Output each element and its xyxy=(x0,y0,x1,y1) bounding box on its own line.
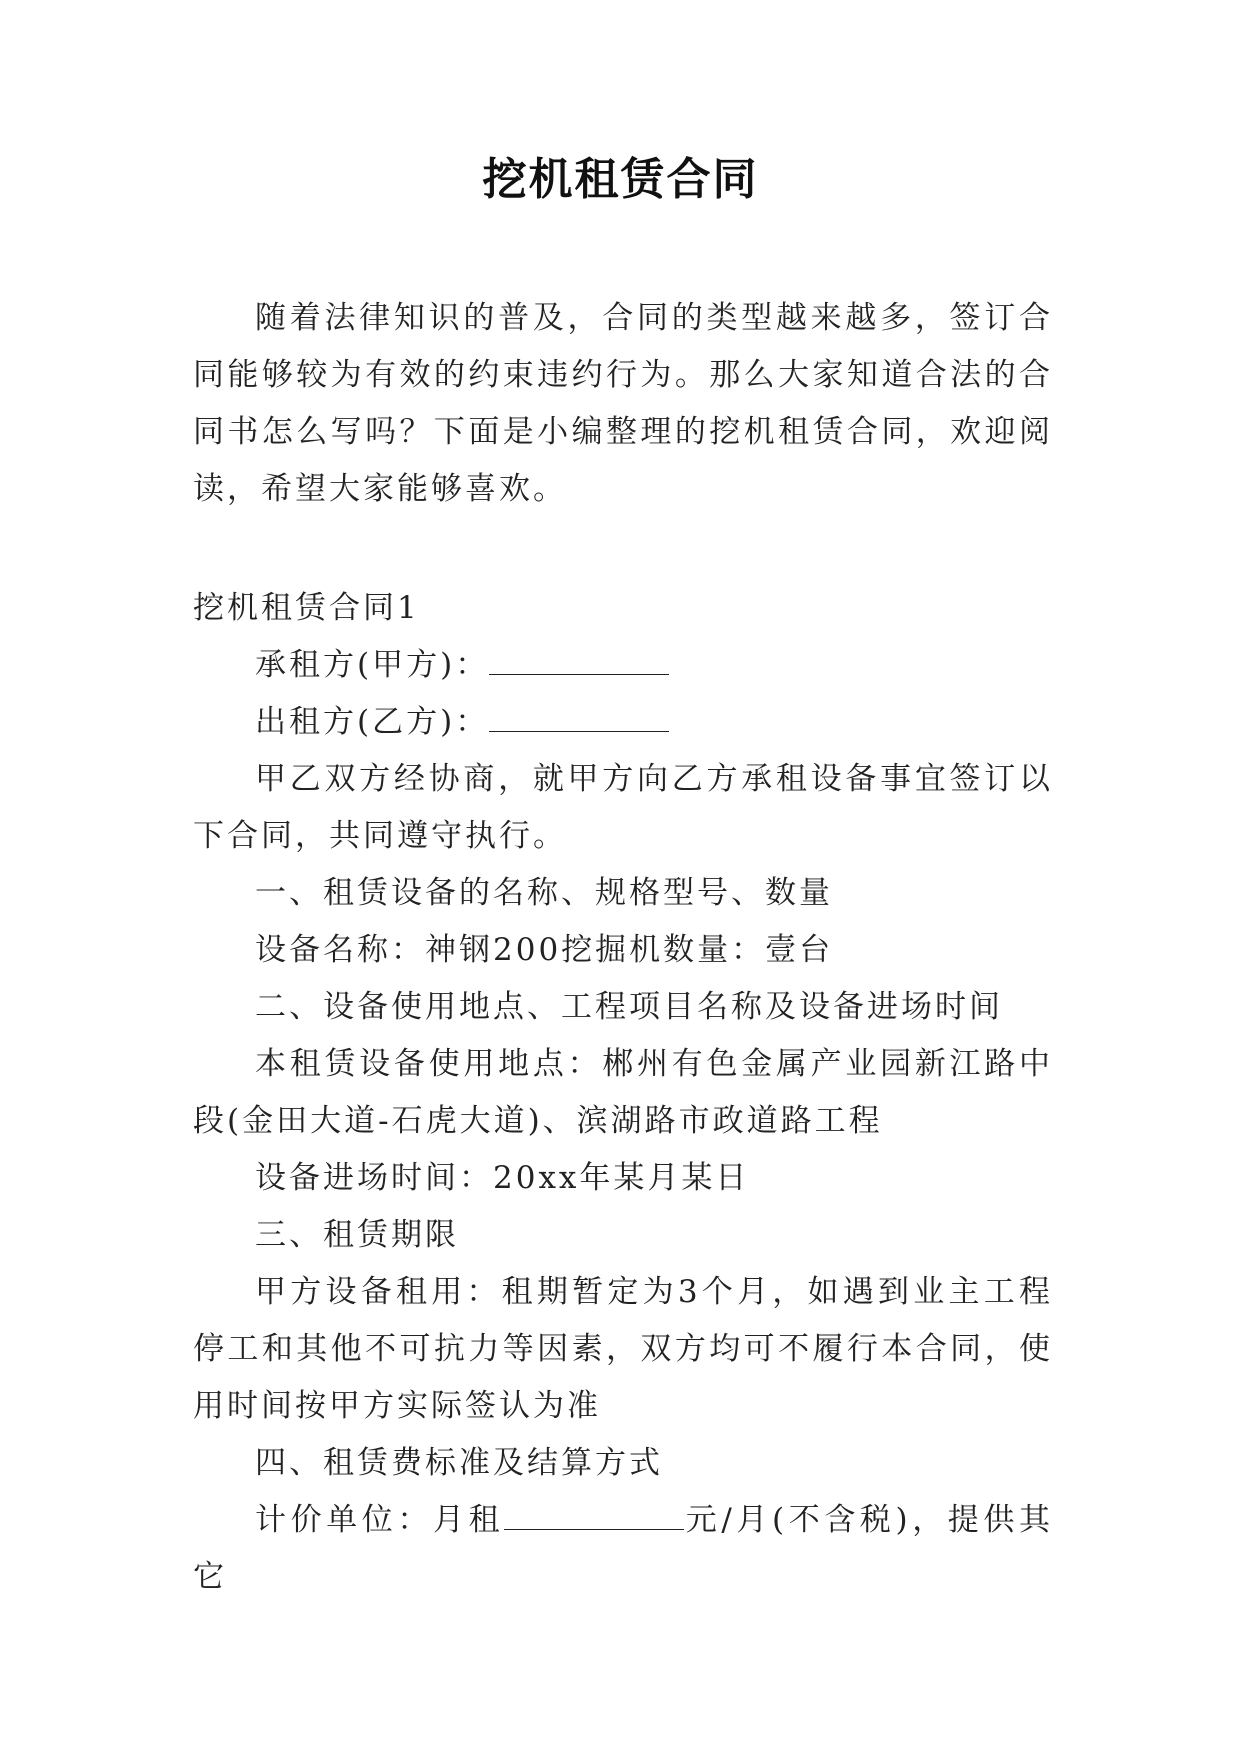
section-title: 挖机租赁合同1 xyxy=(193,590,420,626)
clause4-heading: 四、租赁费标准及结算方式 xyxy=(255,1445,663,1481)
lessor-line xyxy=(193,694,1053,751)
clause1-device: 设备名称：神钢200挖掘机数量：壹台 xyxy=(255,932,834,968)
lessee-label: 承租方(甲方)： xyxy=(255,647,490,683)
lessor-blank xyxy=(489,709,669,732)
clause3-heading: 三、租赁期限 xyxy=(255,1217,459,1253)
price-prefix: 计价单位：月租 xyxy=(255,1502,505,1538)
clause4-price-line xyxy=(193,1492,1053,1606)
agreement-paragraph: 甲乙双方经协商，就甲方向乙方承租设备事宜签订以下合同，共同遵守执行。 xyxy=(193,761,1053,854)
document-body xyxy=(193,290,1053,1606)
intro-paragraph: 随着法律知识的普及，合同的类型越来越多，签订合同能够较为有效的约束违约行为。那么大家知道合法的合同书怎么写吗？下面是小编整理的挖机租赁合同，欢迎阅读，希望大家能够喜欢。 xyxy=(193,300,1053,507)
document-title: 挖机租赁合同 xyxy=(482,154,759,205)
lessee-blank xyxy=(489,652,669,675)
lessor-label: 出租方(乙方)： xyxy=(255,704,490,740)
clause2-heading: 二、设备使用地点、工程项目名称及设备进场时间 xyxy=(255,989,1003,1025)
clause1-heading: 一、租赁设备的名称、规格型号、数量 xyxy=(255,875,833,911)
price-suffix: 元/月(不含税)，提供其它 xyxy=(193,1502,1053,1595)
price-blank xyxy=(504,1507,684,1530)
clause2-location: 本租赁设备使用地点：郴州有色金属产业园新江路中段(金田大道-石虎大道)、滨湖路市政道路工程 xyxy=(193,1046,1053,1139)
clause3-text: 甲方设备租用：租期暂定为3个月，如遇到业主工程停工和其他不可抗力等因素，双方均可不履行本合同，使用时间按甲方实际签认为准 xyxy=(193,1274,1053,1424)
clause2-entry-time: 设备进场时间：20xx年某月某日 xyxy=(255,1160,750,1196)
lessee-line xyxy=(193,637,1053,694)
